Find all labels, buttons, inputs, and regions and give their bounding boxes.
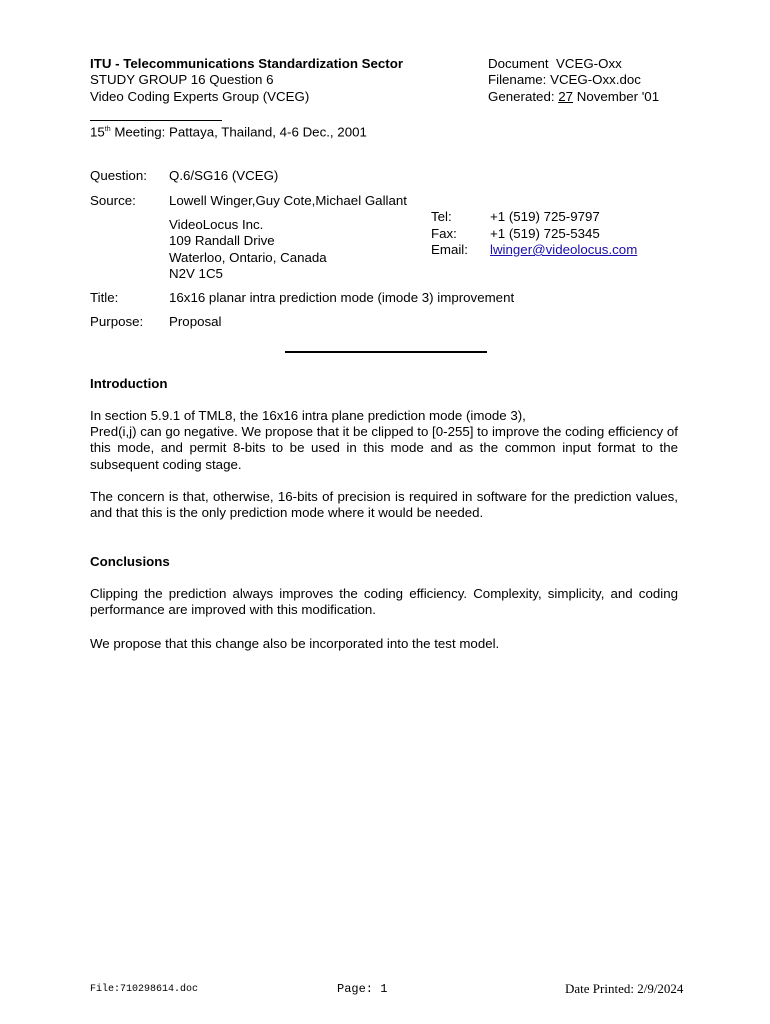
- conclusions-paragraph-1: Clipping the prediction always improves the coding efficiency. Complexity, simplicity, and coding performance are improved with this modification.: [90, 586, 678, 618]
- conclusions-paragraph-2: We propose that this change also be incorporated into the test model.: [90, 636, 500, 651]
- intro-paragraph-2: The concern is that, otherwise, 16-bits of precision is required in software for the prediction values, and that this is the only prediction mode where it would be needed.: [90, 489, 678, 521]
- intro-paragraph-1: Pred(i,j) can go negative. We propose that it be clipped to [0-255] to improve the coding efficiency of this mode, and permit 8-bits to be used in this mode and as the common input format to the subsequent coding stage.: [90, 424, 678, 472]
- generated-day: 27: [558, 89, 574, 104]
- generated-prefix: Generated:: [488, 89, 559, 104]
- section-divider: [285, 351, 487, 353]
- meeting-number: 15: [90, 124, 105, 140]
- footer-file: File:710298614.doc: [90, 984, 199, 995]
- address-line-3: Waterloo, Ontario, Canada: [169, 250, 327, 265]
- footer-page: Page: 1: [337, 982, 388, 996]
- email-label: Email:: [431, 242, 468, 257]
- conclusions-heading: Conclusions: [90, 554, 170, 569]
- meeting-details: Meeting: Pattaya, Thailand, 4-6 Dec., 2001: [110, 124, 367, 140]
- generated-rest: November '01: [573, 89, 660, 104]
- address-line-4: N2V 1C5: [169, 266, 223, 281]
- filename-label: Filename: VCEG-Oxx.doc: [488, 72, 641, 87]
- email-link[interactable]: lwinger@videolocus.com: [490, 242, 638, 257]
- question-value: Q.6/SG16 (VCEG): [169, 168, 279, 183]
- address-line-2: 109 Randall Drive: [169, 233, 275, 248]
- title-value: 16x16 planar intra prediction mode (imode 3) improvement: [169, 290, 515, 305]
- address-line-1: VideoLocus Inc.: [169, 217, 264, 232]
- study-group: STUDY GROUP 16 Question 6: [90, 72, 274, 87]
- org-name: ITU - Telecommunications Standardization Sector: [90, 56, 404, 71]
- tel-label: Tel:: [431, 209, 452, 224]
- generated-line: [488, 89, 659, 105]
- intro-first-line: In section 5.9.1 of TML8, the 16x16 intra plane prediction mode (imode 3),: [90, 408, 526, 423]
- fax-value: +1 (519) 725-5345: [490, 226, 600, 241]
- group-name: Video Coding Experts Group (VCEG): [90, 89, 310, 104]
- purpose-label: Purpose:: [90, 314, 144, 329]
- meeting-line: [90, 122, 367, 140]
- introduction-heading: Introduction: [90, 376, 168, 391]
- footer-date: Date Printed: 2/9/2024: [565, 981, 684, 996]
- question-label: Question:: [90, 168, 147, 183]
- purpose-value: Proposal: [169, 314, 222, 329]
- title-label: Title:: [90, 290, 119, 305]
- fax-label: Fax:: [431, 226, 457, 241]
- header-rule: [90, 120, 222, 121]
- document-label: Document VCEG-Oxx: [488, 56, 622, 71]
- source-names: Lowell Winger,Guy Cote,Michael Gallant: [169, 193, 407, 208]
- meeting-superscript: th: [104, 126, 111, 133]
- tel-value: +1 (519) 725-9797: [490, 209, 600, 224]
- source-label: Source:: [90, 193, 136, 208]
